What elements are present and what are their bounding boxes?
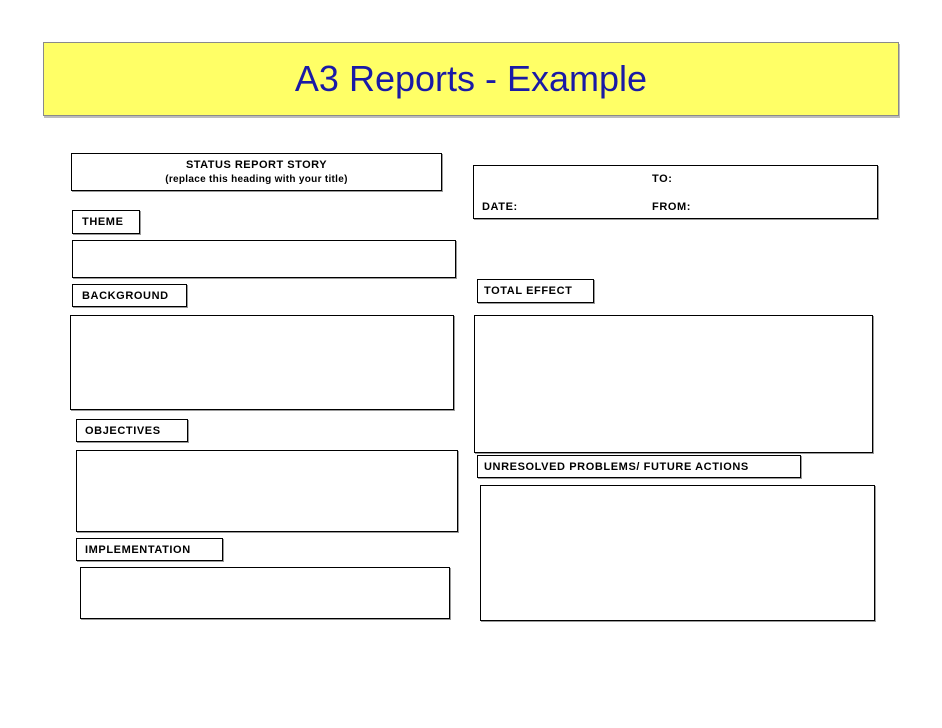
theme-label-box [72, 210, 140, 234]
implementation-label: IMPLEMENTATION [85, 544, 191, 556]
story-subheading: (replace this heading with your title) [165, 174, 348, 185]
objectives-content-box[interactable] [76, 450, 458, 532]
story-heading: STATUS REPORT STORY [185, 159, 328, 171]
total-effect-content-box[interactable] [474, 315, 873, 453]
date-label: DATE: [482, 201, 518, 213]
header-info-box [473, 165, 878, 219]
implementation-label-box [76, 538, 223, 561]
story-title-box [71, 153, 442, 191]
title-banner [43, 42, 899, 116]
from-label: FROM: [652, 201, 692, 213]
theme-content-box[interactable] [72, 240, 456, 278]
total-effect-label: TOTAL EFFECT [484, 285, 573, 297]
objectives-label-box [76, 419, 188, 442]
unresolved-label: UNRESOLVED PROBLEMS/ FUTURE ACTIONS [484, 461, 749, 473]
unresolved-label-box [477, 455, 801, 478]
to-label: TO: [652, 173, 673, 185]
background-label-box [72, 284, 187, 307]
theme-label: THEME [82, 216, 124, 228]
background-label: BACKGROUND [82, 290, 169, 302]
objectives-label: OBJECTIVES [85, 425, 161, 437]
implementation-content-box[interactable] [80, 567, 450, 619]
unresolved-content-box[interactable] [480, 485, 875, 621]
total-effect-label-box [477, 279, 594, 303]
page-title: A3 Reports - Example [294, 58, 648, 99]
background-content-box[interactable] [70, 315, 454, 410]
